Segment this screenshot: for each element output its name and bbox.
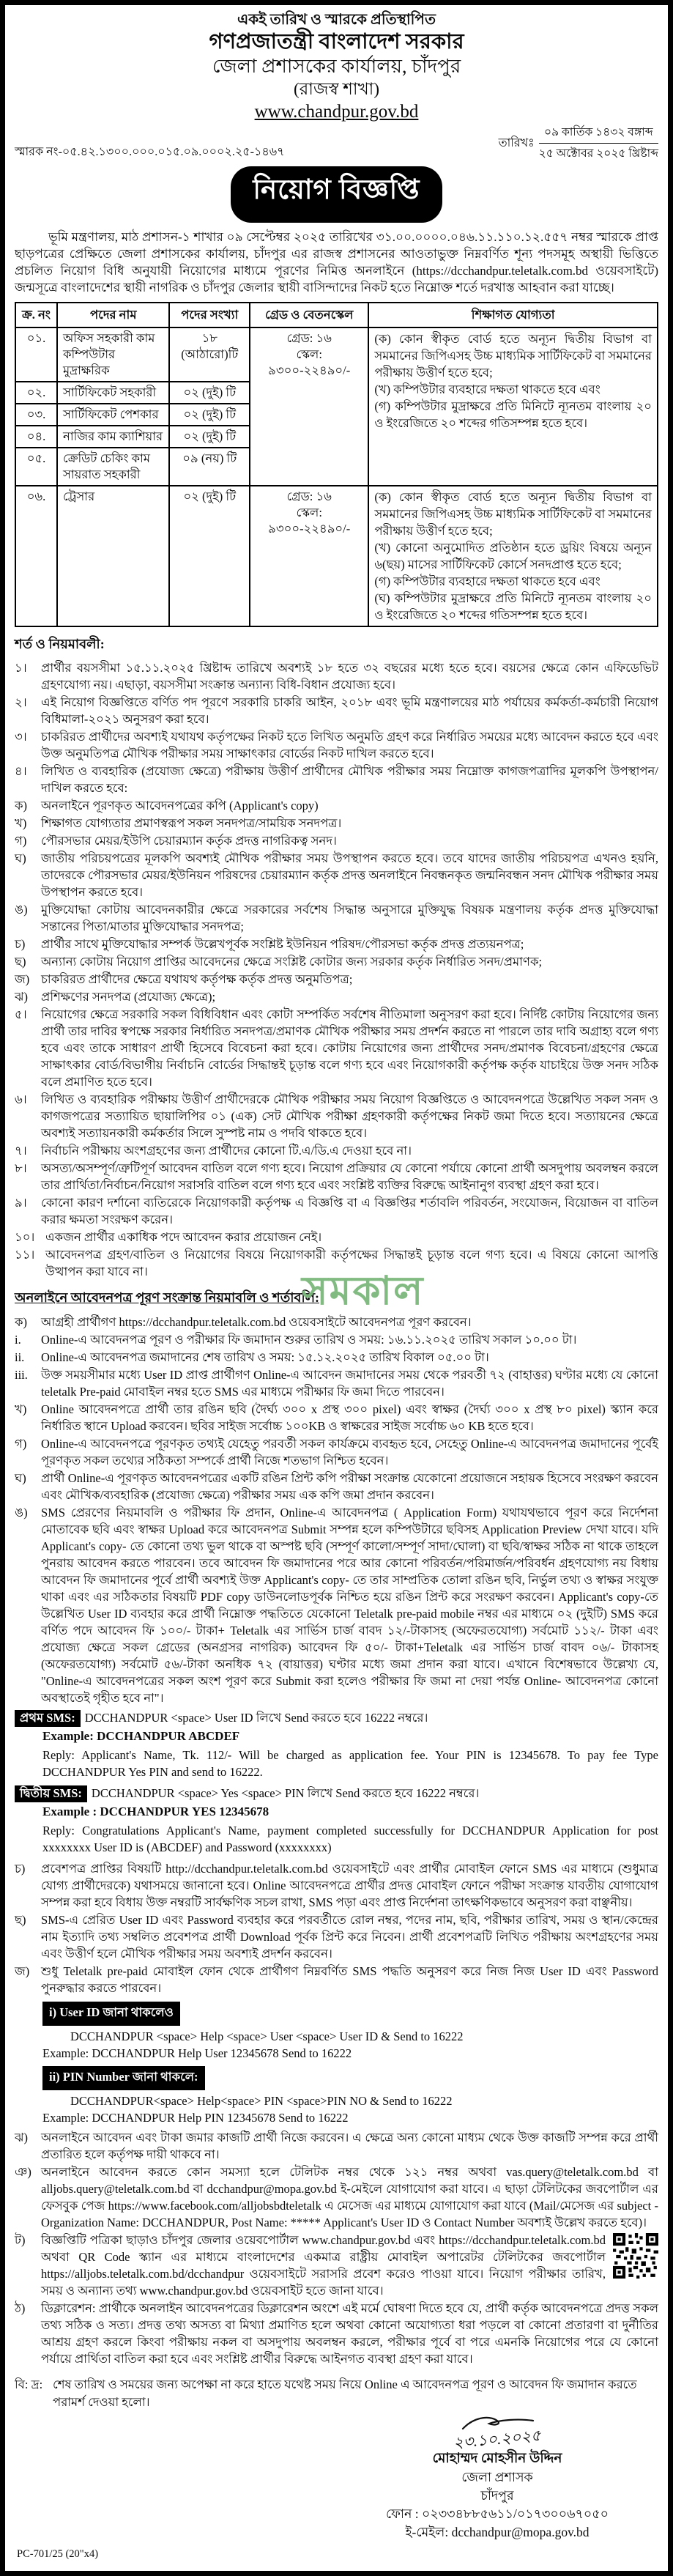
cell-grade <box>250 486 368 626</box>
government-name: গণপ্রজাতন্ত্রী বাংলাদেশ সরকার <box>209 30 464 53</box>
condition-subitem <box>15 936 658 952</box>
item-marker: চ) <box>15 1862 26 1876</box>
item-marker: ১০। <box>15 1230 35 1245</box>
second-sms-label: দ্বিতীয় SMS: <box>15 1785 87 1802</box>
item-text: প্রার্থী Online-এ পূরণকৃত আবেদনপত্রের একটি রঙিন প্রিন্ট কপি পরীক্ষা সংক্রান্ত যেকোনো প্রয়োজনে সহায়ক হিসেবে সংরক্ষণ করবেন এবং মৌখিক/ব্যবহারিক (প্রযোজ্য ক্ষেত্রে) পরীক্ষার সময় এক কপি জমা প্রদান করবেন। <box>41 1471 658 1503</box>
item-marker: ii. <box>15 1350 25 1365</box>
cell-count: ০২ (দুই) টি <box>169 426 250 448</box>
item-text: উক্ত সময়সীমার মধ্যে User ID প্রাপ্ত প্রার্থীগণ Online-এ আবেদন জমাদানের সময় থেকে পরবর্তী ৭২ (বাহাত্তর) ঘণ্টার মধ্যে যে কোনো teletalk Pre-paid মোবাইল নম্বর হতে SMS এর মাধ্যমে পরীক্ষার ফি জমা দিতে পারবেন। <box>41 1368 658 1399</box>
item-text: Online-এ আবেদনপত্র জমাদানের শেষ তারিখ ও সময়: ১৫.১২.২০২৫ তারিখ বিকাল ০৫.০০ টা। <box>41 1350 489 1365</box>
item-text: মুক্তিযোদ্ধা কোটায় আবেদনকারীর ক্ষেত্রে সরকারের সর্বশেষ সিদ্ধান্ত অনুসারে মুক্তিযুদ্ধ বিষয়ক মন্ত্রণালয় কর্তৃক প্রদত্ত মুক্তিযোদ্ধা সন্তানের পিতা/মাতার মুক্তিযোদ্ধার সনদপত্র; <box>41 903 658 934</box>
online-subitem <box>15 1366 658 1400</box>
condition-item <box>15 1006 658 1090</box>
col-header-sl: ক্র. নং <box>15 303 57 327</box>
memo-number: স্মারক নং-০৫.৪২.১৩০০.০০০.০১৫.০৯.০০০২.২৫-১৪৬৭ <box>15 146 285 159</box>
item-text: অনলাইনে আবেদন করতে কোন সমস্যা হলে টেলিটক নম্বর থেকে ১২১ নম্বর অথবা vas.query@teletalk.com.bd বা alljobs.query@teletalk.com.bd বা dcchandpur@mopa.gov.bd ই-মেইলে যোগাযোগ করা যাবে। এ ছাড়া টেলিটকের জবপোর্টাল এর ফেসবুক পেজ https://www.facebook.com/alljobsbdteletalk এ মেসেজ এর মাধ্যমে যোগাযোগ করা যাবে (Mail/মেসেজ এর subject - Organization Name: DCCHANDPUR, Post Name: ***** Applicant's User ID ও Contact Number অবশ্যই উল্লেখ করতে হবে)। <box>41 2165 658 2230</box>
conditions-list <box>15 659 658 1280</box>
item-marker: ৮। <box>15 1161 27 1176</box>
signatory-email: ই-মেইল: dcchandpur@mopa.gov.bd <box>405 2525 590 2540</box>
item-text: একজন প্রার্থীর একাধিক পদে আবেদন করার প্রয়োজন নেই। <box>45 1230 322 1245</box>
online-item <box>15 1401 658 1435</box>
online-item <box>15 1504 658 1706</box>
online-section-heading: অনলাইনে আবেদনপত্র পূরণ সংক্রান্ত নিয়মাবলি ও শর্তাবলি: <box>15 1290 320 1306</box>
item-marker: ঘ) <box>15 1471 26 1486</box>
item-marker: গ) <box>15 834 27 848</box>
cell-post: সার্টিফিকেট সহকারী <box>57 382 169 404</box>
item-text: অনলাইনে পূরণকৃত আবেদনপত্রের কপি (Applicant's copy) <box>41 799 319 813</box>
cell-sl: ০৪. <box>15 426 57 448</box>
item-marker: ৬। <box>15 1092 27 1107</box>
cell-count: ০২ (দুই) টি <box>169 404 250 426</box>
item-marker: খ) <box>15 816 27 831</box>
online-rules-list <box>15 1314 658 1706</box>
condition-item <box>15 1160 658 1193</box>
item-text: চাকরিরত প্রার্থীদের ক্ষেত্রে যথাযথ কর্তৃপক্ষ কর্তৃক প্রদত্ত অনুমতিপত্র; <box>41 972 353 987</box>
qualification-item: (ক) কোন স্বীকৃত বোর্ড হতে অন্যূন দ্বিতীয় বিভাগ বা সমমানের জিপিএসহ উচ্চ মাধ্যমিক সার্টিফিকেট বা সমমানের পরীক্ষায় উত্তীর্ণ হতে হবে; <box>374 490 652 538</box>
condition-subitem <box>15 901 658 935</box>
item-marker: ২। <box>15 695 27 710</box>
item-text: বিজ্ঞপ্তিটি পত্রিকা ছাড়াও চাঁদপুর জেলার ওয়েবপোর্টাল www.chandpur.gov.bd এবং https://dcchandpur.teletalk.com.bd অথবা QR Code স্ক্যান এর মাধ্যমে বাংলাদেশের একমাত্র রাষ্ট্রীয় মোবাইল অপারেটর টেলিটকের জবপোর্টাল https://alljobs.teletalk.com.bd/dcchandpur ওয়েবসাইটে সরাসরি প্রবেশ করেও পাওয়া যাবে। নিয়োগ পরীক্ষার তারিখ, সময় ও অন্যান্য তথ্য www.chandpur.gov.bd ওয়েবসাইট হতে জানা যাবে। <box>41 2233 606 2298</box>
condition-item <box>15 694 658 728</box>
condition-item <box>15 1229 658 1246</box>
cell-post: সার্টিফিকেট পেশকার <box>57 404 169 426</box>
qualification-item: (গ) কম্পিউটার মুদ্রাক্ষরে প্রতি মিনিটে ন্যূনতম বাংলায় ২০ ও ইংরেজিতে ২০ শব্দের গতিসম্পন্ন হতে হবে। <box>374 399 652 431</box>
item-text: শুধু Teletalk pre-paid মোবাইল ফোন থেকে প্রার্থীগণ নিম্নবর্ণিত SMS পদ্ধতি অনুসরণ করে নিজ নিজ User ID এবং Password পুনরুদ্ধার করতে পারবেন। <box>41 1964 658 1996</box>
item-text: চাকরিরত প্রার্থীদের অবশ্যই যথাযথ কর্তৃপক্ষের নিকট হতে লিখিত অনুমতি গ্রহণ করে নির্ধারিত সময়ের মধ্যে আবেদন করতে হবে এবং উক্ত অনুমতিপত্র মৌখিক পরীক্ষার সময় সাক্ষাৎকার বোর্ডের নিকট দাখিল করতে হবে। <box>41 730 658 761</box>
date-bangla: ০৯ কার্তিক ১৪৩২ বঙ্গাব্দ <box>539 123 658 144</box>
item-text: প্রশিক্ষণের সনদপত্র (প্রযোজ্য ক্ষেত্রে); <box>41 990 216 1004</box>
grade: গ্রেড: ১৬ <box>286 331 332 346</box>
item-marker: জ) <box>15 972 30 987</box>
item-text: আগ্রহী প্রার্থীগণ https://dcchandpur.teletalk.com.bd ওয়েবসাইটে আবেদনপত্র পূরণ করবেন। <box>41 1315 472 1330</box>
item-marker: খ) <box>15 1402 27 1417</box>
item-text: SMS-এ প্রেরিত User ID এবং Password ব্যবহার করে পরবর্তীতে রোল নম্বর, পদের নাম, ছবি, পরীক্ষার তারিখ, সময় ও স্থান/কেন্দ্রের নাম ইত্যাদি তথ্য সম্বলিত প্রবেশপত্র প্রার্থী Download পূর্বক প্রিন্ট করে নিবেন। প্রার্থী প্রবেশপত্রটি লিখিত পরীক্ষায় অংশগ্রহণের সময় এবং উত্তীর্ণ হলে মৌখিক পরীক্ষার সময় অবশ্যই প্রদর্শন করবেন। <box>41 1913 658 1961</box>
condition-subitem <box>15 988 658 1005</box>
press-code: PC-701/25 (20"x4) <box>17 2548 99 2561</box>
date-label: তারিখঃ <box>498 137 535 150</box>
item-marker: ঝ) <box>15 990 28 1004</box>
cell-sl: ০২. <box>15 382 57 404</box>
title-badge-wrap <box>15 166 658 223</box>
website-line <box>15 100 658 123</box>
online-item <box>15 1470 658 1503</box>
online-item <box>15 1860 658 1911</box>
qualification-item: (খ) কোনো অনুমোদিত প্রতিষ্ঠান হতে ড্রয়িং বিষয়ে অন্যূন ৬(ছয়) মাসের সার্টিফিকেট কোর্সে সনদপ্রাপ্ত হতে হবে; <box>374 541 652 572</box>
item-text: প্রবেশপত্র প্রাপ্তির বিষয়টি http://dcchandpur.teletalk.com.bd ওয়েবসাইটে এবং প্রার্থীর মোবাইল ফোনে SMS এর মাধ্যমে (শুধুমাত্র যোগ্য প্রার্থীদেরকে) যথাসময়ে জানানো হবে। Online আবেদনপত্রে প্রার্থীর প্রদত্ত মোবাইল ফোনে পরীক্ষা সংক্রান্ত যাবতীয় যোগাযোগ সম্পন্ন করা হবে বিধায় উক্ত নম্বরটি সার্বক্ষণিক সচল রাখা, SMS পড়া এবং প্রাপ্ত নির্দেশনা তাৎক্ষণিকভাবে অনুসরণ করা বাঞ্ছনীয়। <box>41 1862 658 1910</box>
qualification-item: (ক) কোন স্বীকৃত বোর্ড হতে অন্যূন দ্বিতীয় বিভাগ বা সমমানের জিপিএসহ উচ্চ মাধ্যমিক সার্টিফিকেট বা সমমানের পরীক্ষায় উত্তীর্ণ হতে হবে; <box>374 332 652 380</box>
item-marker: ক) <box>15 799 28 813</box>
scale: স্কেল: ৯৩০০-২২৪৯০/- <box>268 506 351 536</box>
item-text: কোনো কারণ দর্শানো ব্যতিরেকে নিয়োগকারী কর্তৃপক্ষ এ বিজ্ঞপ্তি বা এ বিজ্ঞপ্তির শর্তাবলি পরিবর্তন, সংযোজন, বিয়োজন বা বাতিল করার ক্ষমতা সংরক্ষণ করেন। <box>41 1196 658 1227</box>
samakal-watermark: সমকাল <box>302 1269 425 1314</box>
condition-subitem <box>15 971 658 988</box>
cell-sl: ০৫. <box>15 448 57 486</box>
intro-paragraph: ভূমি মন্ত্রণালয়, মাঠ প্রশাসন-১ শাখার ০৯ সেপ্টেম্বর ২০২৫ তারিখের ৩১.০০.০০০০.০৪৬.১১.১১০.১২.৫৫৭ নম্বর স্মারকে প্রাপ্ত ছাড়পত্রের প্রেক্ষিতে জেলা প্রশাসকের কার্যালয়, চাঁদপুর এর রাজস্ব প্রশাসনের আওতাভুক্ত নিম্নবর্ণিত শূন্য পদসমূহ অস্থায়ী ভিত্তিতে প্রচলিত নিয়োগ বিধি অনুযায়ী নিয়োগের মাধ্যমে পূরণের নিমিত্ত অনলাইনে (https://dcchandpur.teletalk.com.bd ওয়েবসাইটে) জন্মসূত্রে বাংলাদেশের স্থায়ী নাগরিক ও চাঁদপুর জেলার স্থায়ী বাসিন্দাদের নিকট হতে নিম্নোক্ত শর্তে দরখাস্ত আহবান করা যাচ্ছে। <box>15 230 658 295</box>
online-item <box>15 2164 658 2231</box>
cell-grade-group <box>250 327 368 486</box>
cell-sl: ০৬. <box>15 486 57 626</box>
item-marker: জ) <box>15 1964 30 1979</box>
condition-subitem <box>15 815 658 832</box>
cell-count: ০২ (দুই) টি <box>169 382 250 404</box>
item-text: লিখিত ও ব্যবহারিক (প্রযোজ্য ক্ষেত্রে) পরীক্ষায় উত্তীর্ণ প্রার্থীদের মৌখিক পরীক্ষার সময় নিম্নোক্ত কাগজপত্রাদির মূলকপি উপস্থাপন/দাখিল করতে হবে: <box>41 764 658 796</box>
cell-qualification <box>368 486 658 626</box>
online-rules-list-2 <box>15 1860 658 1996</box>
item-marker: গ) <box>15 1437 27 1451</box>
second-sms-body: DCCHANDPUR <space> Yes <space> PIN লিখে Send করতে হবে 16222 নম্বরে। <box>91 1786 480 1801</box>
nb-label: বি: দ্র: <box>15 2377 43 2392</box>
signatory-designation: জেলা প্রশাসক <box>461 2470 533 2485</box>
first-sms-example: Example: DCCHANDPUR ABCDEF <box>42 1729 240 1744</box>
cell-post: নাজির কাম ক্যাশিয়ার <box>57 426 169 448</box>
office-name: জেলা প্রশাসকের কার্যালয়, চাঁদপুর <box>212 55 461 77</box>
nb-note <box>15 2376 658 2411</box>
recovery-block <box>15 1997 658 2126</box>
condition-item <box>15 763 658 796</box>
cell-post: অফিস সহকারী কাম কম্পিউটার মুদ্রাক্ষরিক <box>57 327 169 382</box>
item-marker: iii. <box>15 1368 28 1383</box>
item-text-with-qr <box>41 2232 658 2299</box>
item-marker: চ) <box>15 937 26 952</box>
pin-recovery-syntax: DCCHANDPUR<space> Help<space> PIN <space>PIN NO & Send to 16222 <box>70 2094 453 2109</box>
item-text: শিক্ষাগত যোগ্যতার প্রমাণস্বরূপ সকল সনদপত্র/সাময়িক সনদপত্র। <box>41 816 342 831</box>
signatory-name: মোহাম্মদ মোহসীন উদ্দিন <box>432 2451 562 2467</box>
item-marker: ঠ) <box>15 2301 26 2316</box>
cell-post: ট্রেসার <box>57 486 169 626</box>
condition-item <box>15 1194 658 1228</box>
signature-date: ২৩.১০.২০২৫ <box>453 2427 542 2452</box>
item-text: SMS প্রেরণের নিয়মাবলি ও পরীক্ষার ফি প্রদান, Online-এ আবেদনপত্র ( Application Form) যথাযথভাবে পূরণ করে নির্দেশনা মোতাবেক ছবি এবং স্বাক্ষর Upload করে আবেদনপত্র Submit সম্পন্ন হলে কম্পিউটারে ছবিসহ Application Preview দেখা যাবে। যদি Applicant's copy- তে কোনো তথ্য ভুল থাকে বা অস্পষ্ট ছবি (সম্পূর্ণ কালো/সম্পূর্ণ সাদা/ঘোলা) বা ছবি/স্বাক্ষর সঠিক না থাকে তাহলে পুনরায় আবেদন করতে পারবেন। তবে আবেদন ফি জমাদানের পরে আর কোনো পরিবর্তন/পরিমার্জন/পরিবর্ধন গ্রহণযোগ্য নয় বিধায় আবেদন ফি জমাদানের পূর্বে প্রার্থী অবশ্যই উক্ত Applicant's copy- তে তার সাম্প্রতিক তোলা রঙিন ছবি, নির্ভুল তথ্য ও স্বাক্ষর সংযুক্ত থাকা এবং এর সঠিকতার বিষয়টি PDF copy ডাউনলোডপূর্বক নিশ্চিত হয়ে রঙিন প্রিন্ট করে সংরক্ষণ করবেন। Applicant's copy-তে উল্লেখিত User ID ব্যবহার করে প্রার্থী নিম্নোক্ত পদ্ধতিতে যেকোনো Teletalk pre-paid mobile নম্বর এর মাধ্যমে ০২ (দুইটি) SMS করে বর্ণিত পদে আবেদন ফি ১০০/- টাকা+ Teletalk এর সার্ভিস চার্জ বাবদ ১২/-টাকাসহ (অফেরতযোগ্য) সর্বমোট ১১২/- টাকা এবং প্রযোজ্য ক্ষেত্রে সকল গ্রেডের (অনগ্রসর নাগরিক) আবেদন ফি ৫০/- টাকা+Teletalk এর সার্ভিস চার্জ বাবদ ০৬/- টাকাসহ (অফেরতযোগ্য) সর্বমোট ৫৬/-টাকা অনধিক ৭২ (বায়াত্তর) ঘণ্টার মধ্যে জমা প্রদান করা যাবে। এখানে বিশেষভাবে উল্লেখ্য যে, "Online-এ আবেদনপত্রের সকল অংশ পূরণ করে Submit করা হলেও পরীক্ষার ফি জমা না দেয়া পর্যন্ত Online- আবেদনপত্র কোনো অবস্থাতেই গৃহীত হবে না"। <box>41 1506 658 1706</box>
item-marker: ঝ) <box>15 2131 28 2145</box>
online-item <box>15 2232 658 2299</box>
condition-subitem <box>15 797 658 814</box>
condition-subitem <box>15 953 658 970</box>
item-text: প্রার্থীর বয়সসীমা ১৫.১১.২০২৫ খ্রিষ্টাব্দ তারিখে অবশ্যই ১৮ হতে ৩২ বছরের মধ্যে হতে হবে। বয়সের ক্ষেত্রে কোন এফিডেভিট গ্রহণযোগ্য নয়। এছাড়া, বয়সসীমা সংক্রান্ত অন্যান্য বিধি-বিধান প্রযোজ্য হবে। <box>41 661 658 692</box>
table-row <box>15 486 658 626</box>
userid-recovery-example: Example: DCCHANDPUR Help User 12345678 Send to 16222 <box>42 2046 352 2061</box>
item-marker: ৯। <box>15 1196 27 1210</box>
item-text: অন্যান্য কোটায় নিয়োগ প্রাপ্তির আবেদনের ক্ষেত্রে সংশ্লিষ্ট কোটার জন্য সরকার কর্তৃক নির্ধারিত সনদ/প্রমাণক; <box>41 955 543 969</box>
date-gregorian: ২৫ অক্টোবর ২০২৫ খ্রিষ্টাব্দ <box>538 147 658 160</box>
online-subitem <box>15 1349 658 1366</box>
item-text: অসত্য/অসম্পূর্ণ/ত্রুটিপূর্ণ আবেদন বাতিল বলে গণ্য হবে। নিয়োগ প্রক্রিয়ার যে কোনো পর্যায়ে কোনো প্রার্থী অসদুপায় অবলম্বন করলে তার প্রার্থিতা/নির্বাচন/নিয়োগ সরাসরি বাতিল বলে গণ্য হবে এবং সংশ্লিষ্ট ব্যক্তির বিরুদ্ধে আইনানুগ ব্যবস্থা গ্রহণ করা হবে। <box>41 1161 658 1193</box>
page-title: নিয়োগ বিজ্ঞপ্তি <box>231 166 442 223</box>
second-sms-example: Example : DCCHANDPUR YES 12345678 <box>42 1805 269 1819</box>
condition-subitem <box>15 850 658 900</box>
first-sms-reply: Reply: Applicant's Name, Tk. 112/- Will be charged as application fee. Your PIN is 12345678. To pay fee Type DCCHANDPUR Yes PIN and send to 16222. <box>42 1748 658 1780</box>
item-marker: ছ) <box>15 1913 26 1928</box>
condition-item <box>15 1142 658 1159</box>
grade: গ্রেড: ১৬ <box>286 489 332 504</box>
item-text: Online-এ আবেদনপত্রে পূরণকৃত তথ্যই যেহেতু পরবর্তী সকল কার্যক্রমে ব্যবহৃত হবে, সেহেতু Online-এ আবেদনপত্র জমাদানের পূর্বেই পূরণকৃত সকল তথ্যের সঠিকতা সম্পর্কে প্রার্থী নিজে শতভাগ নিশ্চিত হবেন। <box>41 1437 658 1468</box>
pin-known-heading: ii) PIN Number জানা থাকলে: <box>42 2066 205 2090</box>
online-item <box>15 2129 658 2163</box>
item-text: প্রার্থীর সাথে মুক্তিযোদ্ধার সম্পর্ক উল্লেখপূর্বক সংশ্লিষ্ট ইউনিয়ন পরিষদ/পৌরসভা কর্তৃক প্রদত্ত প্রত্যয়নপত্র; <box>41 937 524 952</box>
signatory-district: চাঁদপুর <box>480 2488 514 2503</box>
online-item <box>15 1314 658 1330</box>
signatory-phone: ফোন : ০২৩৩৪৮৮৫৬১১/০১৭৩০০৬৭০৫০ <box>385 2506 609 2522</box>
vacancy-table <box>15 302 658 627</box>
cell-sl: ০৩. <box>15 404 57 426</box>
website-link[interactable]: www.chandpur.gov.bd <box>254 102 419 122</box>
online-item <box>15 1963 658 1996</box>
condition-subitem <box>15 832 658 849</box>
userid-recovery-syntax: DCCHANDPUR <space> Help <space> User <space> User ID & Send to 16222 <box>70 2029 464 2044</box>
userid-known-heading: i) User ID জানা থাকলেও <box>42 2002 180 2026</box>
nb-text: শেষ তারিখ ও সময়ের জন্য অপেক্ষা না করে হাতে যথেষ্ট সময় নিয়ে Online এ আবেদনপত্র পূরণ ও আবেদন ফি জমাদান করতে পরামর্শ দেওয়া হলো। <box>53 2377 637 2410</box>
branch-name: (রাজস্ব শাখা) <box>293 80 380 99</box>
pin-recovery-example: Example: DCCHANDPUR Help PIN 12345678 Send to 16222 <box>42 2111 349 2125</box>
item-marker: ঞ) <box>15 2165 31 2180</box>
table-header-row <box>15 303 658 327</box>
cell-count: ১৮ (আঠারো)টি <box>169 327 250 382</box>
item-text: অনলাইনে আবেদন এবং টাকা জমার কাজটি প্রার্থী নিজে করবেন। এ ক্ষেত্রে অন্য কোনো মাধ্যম থেকে উক্ত কাজটি সম্পন্ন করে প্রার্থী প্রতারিত হলে কর্তৃপক্ষ দায়ী থাকবে না। <box>41 2131 658 2162</box>
cell-post: ক্রেডিট চেকিং কাম সায়রাত সহকারী <box>57 448 169 486</box>
col-header-qualification: শিক্ষাগত যোগ্যতা <box>368 303 658 327</box>
first-sms-line <box>15 1709 658 1726</box>
condition-item <box>15 1091 658 1141</box>
item-marker: ঘ) <box>15 851 26 866</box>
online-item <box>15 2300 658 2367</box>
condition-item <box>15 659 658 693</box>
qualification-item: (খ) কম্পিউটার ব্যবহারে দক্ষতা থাকতে হবে এবং <box>374 382 601 397</box>
item-marker: ১। <box>15 661 27 676</box>
table-row <box>15 327 658 382</box>
cell-qualification-group <box>368 327 658 486</box>
first-sms-label: প্রথম SMS: <box>15 1710 81 1727</box>
item-marker: i. <box>15 1333 21 1347</box>
online-item <box>15 1435 658 1469</box>
online-subitem <box>15 1331 658 1348</box>
col-header-post: পদের নাম <box>57 303 169 327</box>
first-sms-body: DCCHANDPUR <space> User ID লিখে Send করতে হবে 16222 নম্বরে। <box>84 1711 428 1725</box>
item-text: আবেদনপত্র গ্রহণ/বাতিল ও নিয়োগের বিষয়ে নিয়োগকারী কর্তৃপক্ষের সিদ্ধান্তই চূড়ান্ত বলে গণ্য হবে। এ বিষয়ে কোনো আপত্তি উত্থাপন করা যাবে না। <box>45 1248 658 1279</box>
item-marker: ৫। <box>15 1007 27 1022</box>
item-text: Online আবেদনপত্রে প্রার্থী তার রঙিন ছবি (দৈর্ঘ্য ৩০০ x প্রস্থ ৩০০ pixel) এবং স্বাক্ষর (দৈর্ঘ্য ৩০০ x প্রস্থ ৮০ pixel) স্ক্যান করে নির্ধারিত স্থানে Upload করবেন। ছবির সাইজ সর্বোচ্চ ১০০KB ও স্বাক্ষরের সাইজ সর্বোচ্চ ৬০ KB হতে হবে। <box>41 1402 658 1434</box>
item-marker: ট) <box>15 2233 26 2248</box>
qualification-item: (গ) কম্পিউটার ব্যবহারে দক্ষতা থাকতে হবে এবং <box>374 574 601 589</box>
signature-block <box>358 2414 636 2542</box>
conditions-heading: শর্ত ও নিয়মাবলী: <box>15 637 105 652</box>
item-marker: ক) <box>15 1315 28 1330</box>
item-marker: ৪। <box>15 764 27 779</box>
second-sms-reply: Reply: Congratulations Applicant's Name, payment completed successfully for DCCHANDPUR Application for post xxxxxxxx User ID is (ABCDEF) and Password (xxxxxxxx) <box>42 1824 658 1855</box>
item-text: ডিক্লারেশন: প্রার্থীকে অনলাইন আবেদনপত্রের ডিক্লারেশন অংশে এই মর্মে ঘোষণা দিতে হবে যে, প্রার্থী কর্তৃক আবেদনপত্রে প্রদত্ত সকল তথ্য সঠিক ও সত্য। প্রদত্ত তথ্য অসত্য বা মিথ্যা প্রমাণিত হলে অথবা কোনো অযোগ্যতা ধরা পড়লে বা কোনো প্রতারণা বা দুর্নীতির আশ্রয় গ্রহণ করলে কিংবা পরীক্ষায় নকল বা অসদুপায় অবলম্বন করলে, পরীক্ষার পূর্বে বা পরে এমনকি নিয়োগের পরে যে কোনো পর্যায়ে প্রার্থিতা বাতিল করা হবে এবং সংশ্লিষ্ট প্রার্থীর বিরুদ্ধে আইনগত ব্যবস্থা গ্রহণ করা যাবে। <box>41 2301 658 2366</box>
item-marker: ছ) <box>15 955 26 969</box>
item-text: নির্বাচনি পরীক্ষায় অংশগ্রহণের জন্য প্রার্থীদের কোনো টি.এ/ডি.এ দেওয়া হবে না। <box>41 1144 412 1158</box>
scale: স্কেল: ৯৩০০-২২৪৯০/- <box>268 347 351 378</box>
item-marker: ৭। <box>15 1144 27 1158</box>
replaced-line: একই তারিখ ও স্মারকে প্রতিস্থাপিত <box>237 12 436 28</box>
item-text: Online-এ আবেদনপত্র পূরণ ও পরীক্ষার ফি জমাদান শুরুর তারিখ ও সময়: ১৬.১১.২০২৫ তারিখ সকাল ১০.০০ টা। <box>41 1333 577 1347</box>
item-marker: ঙ) <box>15 903 28 917</box>
item-text: এই নিয়োগ বিজ্ঞপ্তিতে বর্ণিত পদ পূরণে সরকারি চাকরি আইন, ২০১৮ এবং ভূমি মন্ত্রণালয়ের মাঠ পর্যায়ের কর্মকর্তা-কর্মচারী নিয়োগ বিধিমালা-২০২১ অনুসরণ করা হবে। <box>41 695 658 727</box>
date-stack <box>539 123 658 163</box>
col-header-count: পদের সংখ্যা <box>169 303 250 327</box>
condition-item <box>15 728 658 762</box>
item-marker: ১১। <box>15 1248 35 1262</box>
qualification-item: (ঘ) কম্পিউটার মুদ্রাক্ষরে প্রতি মিনিটে ন্যূনতম বাংলায় ২০ ও ইংরেজিতে ২০ শব্দের গতিসম্পন্ন হতে হবে। <box>374 591 652 623</box>
cell-count: ০২ (দুই) টি <box>169 486 250 626</box>
item-marker: ৩। <box>15 730 27 744</box>
date-block <box>499 123 658 163</box>
item-text: নিয়োগের ক্ষেত্রে সরকারি সকল বিধিবিধান এবং কোটা সম্পর্কিত সর্বশেষ নীতিমালা অনুসরণ করা হবে। নির্দিষ্ট কোটায় নিয়োগের জন্য প্রার্থী তার দাবির স্বপক্ষে সরকার নির্ধারিত সনদপত্র/প্রমাণক মৌখিক পরীক্ষার সময় প্রদর্শন করতে না পারলে তার দাবি অগ্রাহ্য বলে গণ্য হবে এবং তাকে সাধারণ প্রার্থী হিসেবে বিবেচনা করা হবে। কোটায় নিয়োগের জন্য প্রার্থীদের সনদ/প্রমাণক বিবেচনা/গ্রহণের ক্ষেত্রে সাক্ষাৎকার বোর্ড/বিভাগীয় নির্বাচনি বোর্ডের সিদ্ধান্তই চূড়ান্ত বলে গণ্য হবে এবং নিয়োগকারী কর্তৃপক্ষ কর্তৃক যাচাইয়ে উক্ত সনদ সঠিক বলে প্রমাণিত হতে হবে। <box>41 1007 658 1089</box>
item-text: পৌরসভার মেয়র/ইউপি চেয়ারম্যান কর্তৃক প্রদত্ত নাগরিকত্ব সনদ। <box>41 834 337 848</box>
online-section-headrow <box>15 1269 658 1314</box>
item-text: জাতীয় পরিচয়পত্রের মূলকপি অবশ্যই মৌখিক পরীক্ষার সময় উপস্থাপন করতে হবে। তবে যাদের জাতীয় পরিচয়পত্র এখনও হয়নি, তাদেরকে পৌরসভার মেয়র/ইউনিয়ন পরিষদের চেয়ারম্যান কর্তৃক প্রদত্ত অনলাইনে নিবন্ধনকৃত জন্মনিবন্ধন সনদ মৌখিক পরীক্ষার সময় উপস্থাপন করতে হবে। <box>41 851 658 900</box>
cell-sl: ০১. <box>15 327 57 382</box>
second-sms-line <box>15 1785 658 1802</box>
item-marker: ঙ) <box>15 1506 28 1520</box>
online-rules-list-3 <box>15 2129 658 2367</box>
col-header-grade: গ্রেড ও বেতনস্কেল <box>250 303 368 327</box>
online-item <box>15 1911 658 1962</box>
qr-code-icon[interactable] <box>613 2233 658 2279</box>
item-text: লিখিত ও ব্যবহারিক পরীক্ষায় উত্তীর্ণ প্রার্থীদেরকে মৌখিক পরীক্ষার সময় নিয়োগ বিজ্ঞপ্তিতে ও আবেদনপত্রে উল্লেখিত সকল সনদ ও কাগজপত্রের সত্যায়িত ছায়ালিপির ০১ (এক) সেট মৌখিক পরীক্ষা গ্রহণকারী কর্তৃপক্ষের নিকট জমা দিতে হবে। সত্যায়নের ক্ষেত্রে অবশ্যই সত্যায়নকারী কর্মকর্তার সিলে সুস্পষ্ট নাম ও পদবি থাকতে হবে। <box>41 1092 658 1141</box>
memo-date-row <box>15 123 658 163</box>
cell-count: ০৯ (নয়) টি <box>169 448 250 486</box>
